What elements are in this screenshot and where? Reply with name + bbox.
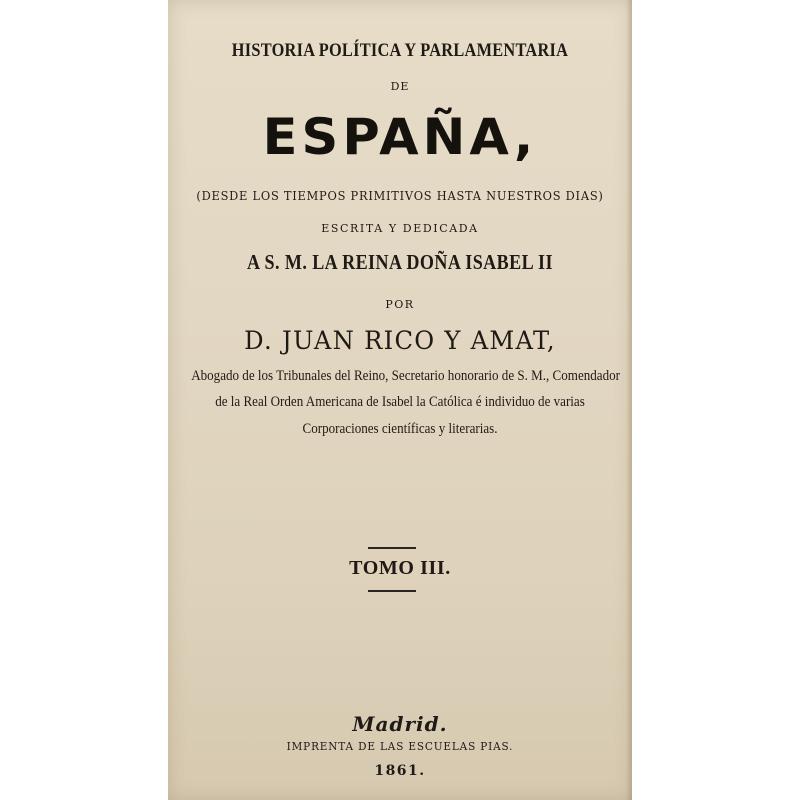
book-heading: HISTORIA POLÍTICA Y PARLAMENTARIA	[231, 40, 569, 61]
volume-number: TOMO III.	[349, 557, 451, 579]
book-title-page	[168, 0, 632, 800]
dedicatee: A S. M. LA REINA DOÑA ISABEL II	[247, 250, 553, 274]
book-title-country: ESPAÑA,	[262, 108, 538, 166]
preposition: DE	[390, 80, 410, 93]
divider-rule	[368, 547, 416, 549]
written-and-dedicated: ESCRITA Y DEDICADA	[321, 222, 479, 235]
by-label: POR	[385, 298, 415, 311]
divider-rule	[368, 590, 416, 592]
author-credentials-line: de la Real Orden Americana de Isabel la Católica é individuo de varias	[215, 394, 585, 410]
book-subtitle: (DESDE LOS TIEMPOS PRIMITIVOS HASTA NUESTROS DIAS)	[196, 189, 604, 203]
printer-name: IMPRENTA DE LAS ESCUELAS PIAS.	[286, 740, 514, 753]
publication-year: 1861.	[374, 763, 426, 779]
publication-city: Madrid.	[352, 712, 448, 736]
author-credentials-line: Corporaciones científicas y literarias.	[302, 421, 498, 437]
author-credentials-line: Abogado de los Tribunales del Reino, Secretario honorario de S. M., Comendador	[191, 368, 620, 384]
author-name: D. JUAN RICO Y AMAT,	[244, 326, 556, 355]
